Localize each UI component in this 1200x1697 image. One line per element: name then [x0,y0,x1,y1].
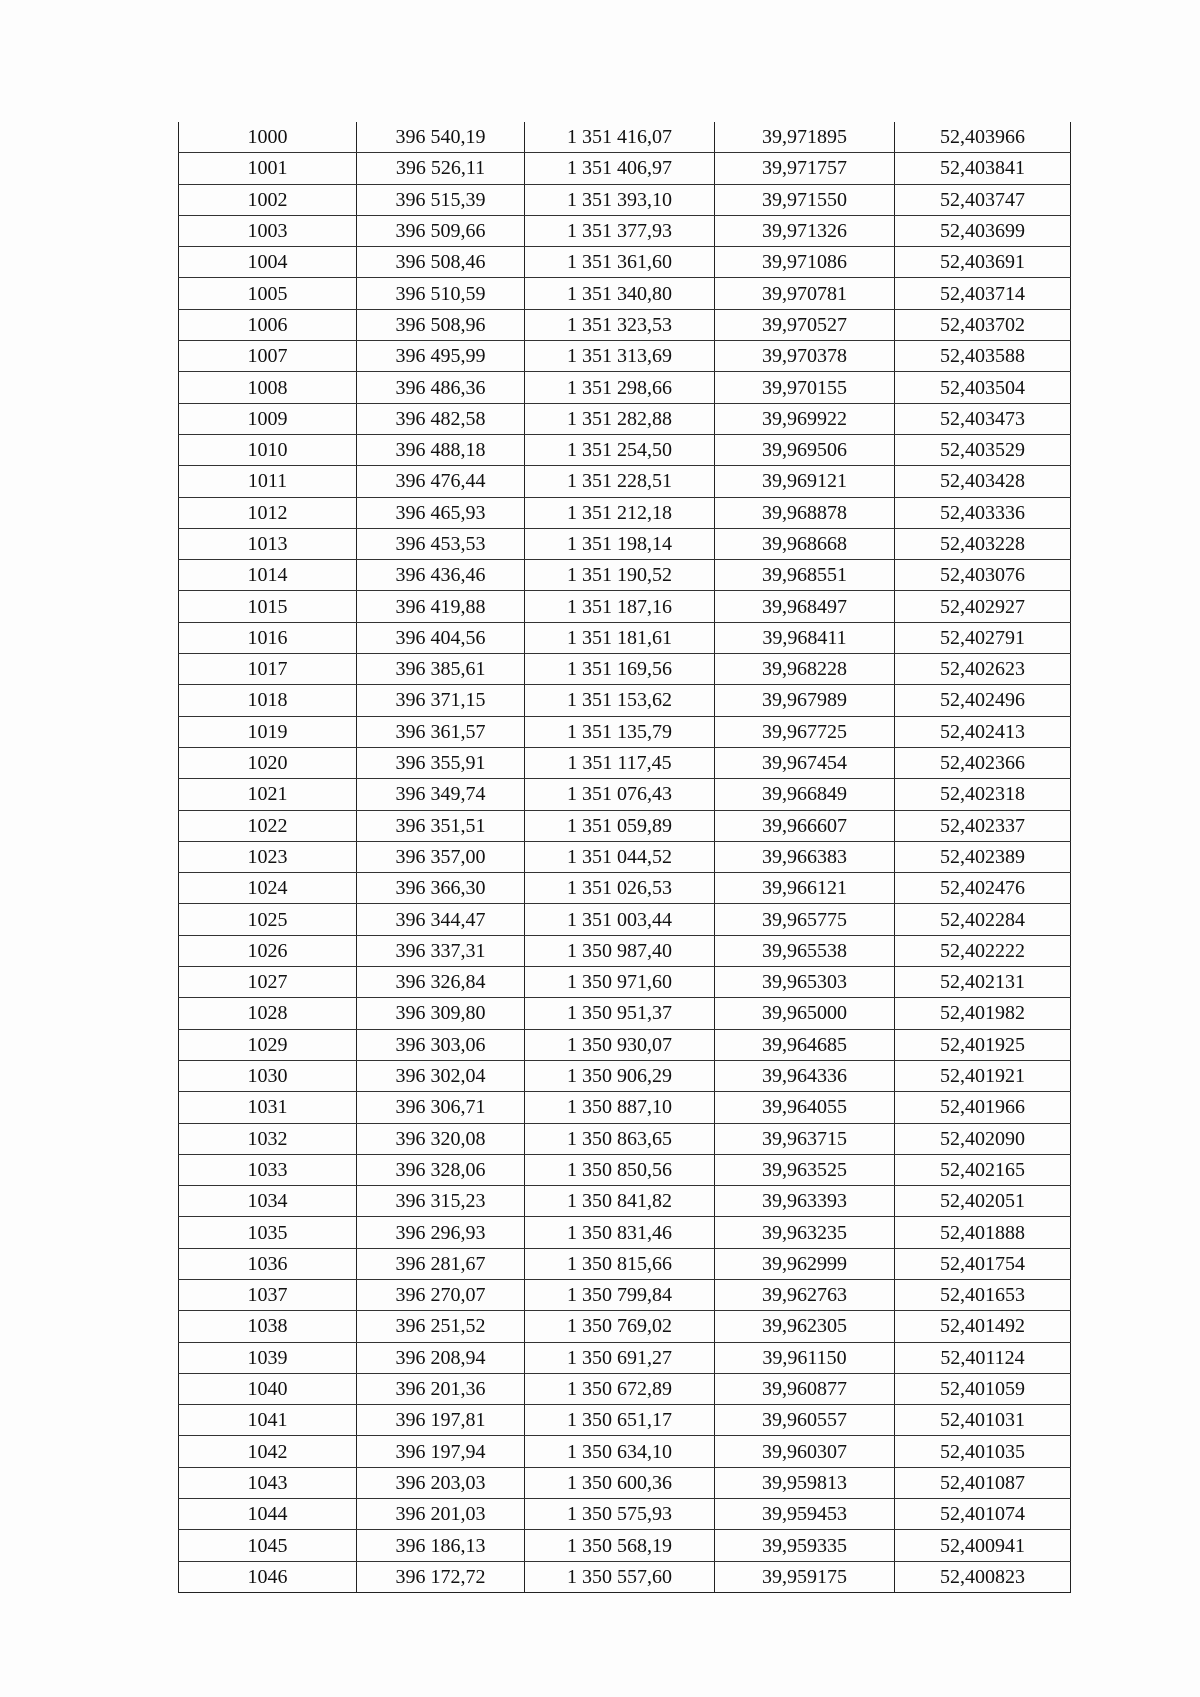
y-coordinate-cell: 1 350 887,10 [525,1092,715,1123]
longitude-cell: 52,403966 [895,122,1071,153]
point-number-cell: 1000 [179,122,357,153]
longitude-cell: 52,403841 [895,153,1071,184]
y-coordinate-cell: 1 350 568,19 [525,1530,715,1561]
y-coordinate-cell: 1 350 672,89 [525,1373,715,1404]
point-number-cell: 1045 [179,1530,357,1561]
table-row [179,685,1071,716]
x-coordinate-cell: 396 510,59 [357,278,525,309]
longitude-cell: 52,401754 [895,1248,1071,1279]
longitude-cell: 52,401921 [895,1060,1071,1091]
latitude-cell: 39,961150 [715,1342,895,1373]
longitude-cell: 52,402623 [895,654,1071,685]
x-coordinate-cell: 396 197,81 [357,1405,525,1436]
point-number-cell: 1002 [179,184,357,215]
table-row [179,1373,1071,1404]
x-coordinate-cell: 396 486,36 [357,372,525,403]
table-row [179,904,1071,935]
table-row [179,1279,1071,1310]
table-row [179,528,1071,559]
y-coordinate-cell: 1 351 228,51 [525,466,715,497]
point-number-cell: 1007 [179,341,357,372]
table-row [179,1499,1071,1530]
x-coordinate-cell: 396 385,61 [357,654,525,685]
table-row [179,122,1071,153]
y-coordinate-cell: 1 351 361,60 [525,247,715,278]
table-row [179,1342,1071,1373]
x-coordinate-cell: 396 351,51 [357,810,525,841]
y-coordinate-cell: 1 351 153,62 [525,685,715,716]
table-row [179,434,1071,465]
y-coordinate-cell: 1 350 651,17 [525,1405,715,1436]
latitude-cell: 39,962763 [715,1279,895,1310]
point-number-cell: 1014 [179,560,357,591]
y-coordinate-cell: 1 351 406,97 [525,153,715,184]
latitude-cell: 39,959175 [715,1561,895,1592]
point-number-cell: 1040 [179,1373,357,1404]
longitude-cell: 52,402366 [895,747,1071,778]
x-coordinate-cell: 396 201,36 [357,1373,525,1404]
table-row [179,1405,1071,1436]
coordinates-table-body [179,122,1071,1592]
longitude-cell: 52,401124 [895,1342,1071,1373]
point-number-cell: 1044 [179,1499,357,1530]
table-row [179,184,1071,215]
longitude-cell: 52,402389 [895,841,1071,872]
x-coordinate-cell: 396 320,08 [357,1123,525,1154]
x-coordinate-cell: 396 419,88 [357,591,525,622]
longitude-cell: 52,402791 [895,622,1071,653]
y-coordinate-cell: 1 351 169,56 [525,654,715,685]
latitude-cell: 39,968878 [715,497,895,528]
point-number-cell: 1013 [179,528,357,559]
point-number-cell: 1033 [179,1154,357,1185]
table-row [179,810,1071,841]
longitude-cell: 52,400941 [895,1530,1071,1561]
x-coordinate-cell: 396 495,99 [357,341,525,372]
latitude-cell: 39,968668 [715,528,895,559]
latitude-cell: 39,966121 [715,873,895,904]
point-number-cell: 1026 [179,935,357,966]
latitude-cell: 39,971895 [715,122,895,153]
table-row [179,1123,1071,1154]
longitude-cell: 52,403428 [895,466,1071,497]
x-coordinate-cell: 396 197,94 [357,1436,525,1467]
y-coordinate-cell: 1 351 282,88 [525,403,715,434]
longitude-cell: 52,403747 [895,184,1071,215]
point-number-cell: 1015 [179,591,357,622]
x-coordinate-cell: 396 203,03 [357,1467,525,1498]
longitude-cell: 52,402131 [895,967,1071,998]
table-row [179,998,1071,1029]
latitude-cell: 39,967454 [715,747,895,778]
longitude-cell: 52,403699 [895,215,1071,246]
longitude-cell: 52,403076 [895,560,1071,591]
y-coordinate-cell: 1 351 026,53 [525,873,715,904]
point-number-cell: 1034 [179,1186,357,1217]
longitude-cell: 52,402284 [895,904,1071,935]
x-coordinate-cell: 396 355,91 [357,747,525,778]
y-coordinate-cell: 1 350 600,36 [525,1467,715,1498]
longitude-cell: 52,403714 [895,278,1071,309]
latitude-cell: 39,959453 [715,1499,895,1530]
point-number-cell: 1036 [179,1248,357,1279]
point-number-cell: 1035 [179,1217,357,1248]
latitude-cell: 39,970781 [715,278,895,309]
x-coordinate-cell: 396 366,30 [357,873,525,904]
table-row [179,466,1071,497]
longitude-cell: 52,402496 [895,685,1071,716]
longitude-cell: 52,402165 [895,1154,1071,1185]
point-number-cell: 1038 [179,1311,357,1342]
y-coordinate-cell: 1 351 044,52 [525,841,715,872]
latitude-cell: 39,964336 [715,1060,895,1091]
y-coordinate-cell: 1 351 377,93 [525,215,715,246]
y-coordinate-cell: 1 351 135,79 [525,716,715,747]
longitude-cell: 52,403702 [895,309,1071,340]
point-number-cell: 1004 [179,247,357,278]
y-coordinate-cell: 1 351 212,18 [525,497,715,528]
x-coordinate-cell: 396 488,18 [357,434,525,465]
point-number-cell: 1010 [179,434,357,465]
latitude-cell: 39,967989 [715,685,895,716]
point-number-cell: 1024 [179,873,357,904]
x-coordinate-cell: 396 357,00 [357,841,525,872]
y-coordinate-cell: 1 350 971,60 [525,967,715,998]
table-row [179,1154,1071,1185]
latitude-cell: 39,965538 [715,935,895,966]
point-number-cell: 1041 [179,1405,357,1436]
latitude-cell: 39,963393 [715,1186,895,1217]
latitude-cell: 39,965775 [715,904,895,935]
latitude-cell: 39,971550 [715,184,895,215]
x-coordinate-cell: 396 281,67 [357,1248,525,1279]
table-row [179,403,1071,434]
y-coordinate-cell: 1 351 340,80 [525,278,715,309]
point-number-cell: 1039 [179,1342,357,1373]
point-number-cell: 1022 [179,810,357,841]
x-coordinate-cell: 396 361,57 [357,716,525,747]
table-row [179,1029,1071,1060]
table-row [179,1530,1071,1561]
latitude-cell: 39,968411 [715,622,895,653]
y-coordinate-cell: 1 351 190,52 [525,560,715,591]
longitude-cell: 52,402413 [895,716,1071,747]
latitude-cell: 39,963235 [715,1217,895,1248]
point-number-cell: 1016 [179,622,357,653]
latitude-cell: 39,969922 [715,403,895,434]
point-number-cell: 1017 [179,654,357,685]
x-coordinate-cell: 396 465,93 [357,497,525,528]
longitude-cell: 52,402222 [895,935,1071,966]
latitude-cell: 39,966383 [715,841,895,872]
coordinates-table [178,122,1071,1593]
point-number-cell: 1006 [179,309,357,340]
longitude-cell: 52,402476 [895,873,1071,904]
latitude-cell: 39,971326 [715,215,895,246]
y-coordinate-cell: 1 351 313,69 [525,341,715,372]
point-number-cell: 1046 [179,1561,357,1592]
table-row [179,560,1071,591]
latitude-cell: 39,970527 [715,309,895,340]
y-coordinate-cell: 1 350 930,07 [525,1029,715,1060]
y-coordinate-cell: 1 351 298,66 [525,372,715,403]
point-number-cell: 1025 [179,904,357,935]
table-row [179,278,1071,309]
point-number-cell: 1032 [179,1123,357,1154]
y-coordinate-cell: 1 351 198,14 [525,528,715,559]
latitude-cell: 39,971086 [715,247,895,278]
table-row [179,341,1071,372]
x-coordinate-cell: 396 453,53 [357,528,525,559]
table-row [179,873,1071,904]
x-coordinate-cell: 396 270,07 [357,1279,525,1310]
point-number-cell: 1030 [179,1060,357,1091]
latitude-cell: 39,968551 [715,560,895,591]
y-coordinate-cell: 1 351 416,07 [525,122,715,153]
x-coordinate-cell: 396 526,11 [357,153,525,184]
x-coordinate-cell: 396 186,13 [357,1530,525,1561]
longitude-cell: 52,403336 [895,497,1071,528]
longitude-cell: 52,401035 [895,1436,1071,1467]
latitude-cell: 39,966849 [715,779,895,810]
longitude-cell: 52,401925 [895,1029,1071,1060]
point-number-cell: 1008 [179,372,357,403]
point-number-cell: 1020 [179,747,357,778]
latitude-cell: 39,960307 [715,1436,895,1467]
longitude-cell: 52,402090 [895,1123,1071,1154]
point-number-cell: 1011 [179,466,357,497]
x-coordinate-cell: 396 309,80 [357,998,525,1029]
point-number-cell: 1021 [179,779,357,810]
x-coordinate-cell: 396 508,46 [357,247,525,278]
y-coordinate-cell: 1 351 187,16 [525,591,715,622]
x-coordinate-cell: 396 482,58 [357,403,525,434]
latitude-cell: 39,962305 [715,1311,895,1342]
longitude-cell: 52,401031 [895,1405,1071,1436]
x-coordinate-cell: 396 296,93 [357,1217,525,1248]
table-row [179,1217,1071,1248]
point-number-cell: 1027 [179,967,357,998]
x-coordinate-cell: 396 436,46 [357,560,525,591]
point-number-cell: 1009 [179,403,357,434]
table-row [179,1311,1071,1342]
point-number-cell: 1005 [179,278,357,309]
latitude-cell: 39,968228 [715,654,895,685]
longitude-cell: 52,402927 [895,591,1071,622]
table-row [179,309,1071,340]
x-coordinate-cell: 396 328,06 [357,1154,525,1185]
x-coordinate-cell: 396 515,39 [357,184,525,215]
latitude-cell: 39,964685 [715,1029,895,1060]
y-coordinate-cell: 1 350 841,82 [525,1186,715,1217]
point-number-cell: 1023 [179,841,357,872]
y-coordinate-cell: 1 350 691,27 [525,1342,715,1373]
y-coordinate-cell: 1 350 815,66 [525,1248,715,1279]
latitude-cell: 39,959813 [715,1467,895,1498]
y-coordinate-cell: 1 350 799,84 [525,1279,715,1310]
x-coordinate-cell: 396 404,56 [357,622,525,653]
table-row [179,841,1071,872]
latitude-cell: 39,963715 [715,1123,895,1154]
table-row [179,497,1071,528]
latitude-cell: 39,964055 [715,1092,895,1123]
table-row [179,1561,1071,1592]
y-coordinate-cell: 1 351 393,10 [525,184,715,215]
table-row [179,654,1071,685]
longitude-cell: 52,402337 [895,810,1071,841]
point-number-cell: 1003 [179,215,357,246]
y-coordinate-cell: 1 350 951,37 [525,998,715,1029]
latitude-cell: 39,969121 [715,466,895,497]
point-number-cell: 1019 [179,716,357,747]
longitude-cell: 52,403691 [895,247,1071,278]
x-coordinate-cell: 396 172,72 [357,1561,525,1592]
longitude-cell: 52,401888 [895,1217,1071,1248]
table-row [179,622,1071,653]
longitude-cell: 52,401982 [895,998,1071,1029]
longitude-cell: 52,401087 [895,1467,1071,1498]
point-number-cell: 1037 [179,1279,357,1310]
y-coordinate-cell: 1 351 076,43 [525,779,715,810]
table-row [179,1060,1071,1091]
x-coordinate-cell: 396 315,23 [357,1186,525,1217]
y-coordinate-cell: 1 351 117,45 [525,747,715,778]
longitude-cell: 52,401492 [895,1311,1071,1342]
table-row [179,372,1071,403]
x-coordinate-cell: 396 201,03 [357,1499,525,1530]
point-number-cell: 1042 [179,1436,357,1467]
y-coordinate-cell: 1 351 059,89 [525,810,715,841]
point-number-cell: 1043 [179,1467,357,1498]
longitude-cell: 52,403588 [895,341,1071,372]
longitude-cell: 52,402318 [895,779,1071,810]
longitude-cell: 52,401059 [895,1373,1071,1404]
latitude-cell: 39,959335 [715,1530,895,1561]
longitude-cell: 52,403504 [895,372,1071,403]
longitude-cell: 52,400823 [895,1561,1071,1592]
table-row [179,779,1071,810]
x-coordinate-cell: 396 349,74 [357,779,525,810]
x-coordinate-cell: 396 303,06 [357,1029,525,1060]
latitude-cell: 39,970378 [715,341,895,372]
x-coordinate-cell: 396 251,52 [357,1311,525,1342]
table-row [179,1248,1071,1279]
latitude-cell: 39,970155 [715,372,895,403]
point-number-cell: 1029 [179,1029,357,1060]
x-coordinate-cell: 396 476,44 [357,466,525,497]
x-coordinate-cell: 396 371,15 [357,685,525,716]
longitude-cell: 52,401653 [895,1279,1071,1310]
longitude-cell: 52,403473 [895,403,1071,434]
table-row [179,1092,1071,1123]
y-coordinate-cell: 1 350 831,46 [525,1217,715,1248]
x-coordinate-cell: 396 344,47 [357,904,525,935]
point-number-cell: 1031 [179,1092,357,1123]
point-number-cell: 1018 [179,685,357,716]
y-coordinate-cell: 1 350 557,60 [525,1561,715,1592]
latitude-cell: 39,960877 [715,1373,895,1404]
x-coordinate-cell: 396 508,96 [357,309,525,340]
longitude-cell: 52,402051 [895,1186,1071,1217]
longitude-cell: 52,403228 [895,528,1071,559]
y-coordinate-cell: 1 350 575,93 [525,1499,715,1530]
latitude-cell: 39,965303 [715,967,895,998]
latitude-cell: 39,966607 [715,810,895,841]
point-number-cell: 1012 [179,497,357,528]
y-coordinate-cell: 1 350 906,29 [525,1060,715,1091]
x-coordinate-cell: 396 306,71 [357,1092,525,1123]
y-coordinate-cell: 1 350 987,40 [525,935,715,966]
x-coordinate-cell: 396 509,66 [357,215,525,246]
table-row [179,716,1071,747]
y-coordinate-cell: 1 350 863,65 [525,1123,715,1154]
table-row [179,1436,1071,1467]
x-coordinate-cell: 396 337,31 [357,935,525,966]
point-number-cell: 1001 [179,153,357,184]
y-coordinate-cell: 1 350 769,02 [525,1311,715,1342]
latitude-cell: 39,960557 [715,1405,895,1436]
longitude-cell: 52,401074 [895,1499,1071,1530]
latitude-cell: 39,963525 [715,1154,895,1185]
y-coordinate-cell: 1 350 634,10 [525,1436,715,1467]
y-coordinate-cell: 1 350 850,56 [525,1154,715,1185]
point-number-cell: 1028 [179,998,357,1029]
x-coordinate-cell: 396 302,04 [357,1060,525,1091]
longitude-cell: 52,403529 [895,434,1071,465]
table-row [179,967,1071,998]
table-row [179,215,1071,246]
table-row [179,1467,1071,1498]
y-coordinate-cell: 1 351 254,50 [525,434,715,465]
table-row [179,747,1071,778]
latitude-cell: 39,971757 [715,153,895,184]
table-row [179,935,1071,966]
table-row [179,591,1071,622]
x-coordinate-cell: 396 326,84 [357,967,525,998]
x-coordinate-cell: 396 208,94 [357,1342,525,1373]
x-coordinate-cell: 396 540,19 [357,122,525,153]
latitude-cell: 39,968497 [715,591,895,622]
y-coordinate-cell: 1 351 181,61 [525,622,715,653]
y-coordinate-cell: 1 351 323,53 [525,309,715,340]
latitude-cell: 39,965000 [715,998,895,1029]
y-coordinate-cell: 1 351 003,44 [525,904,715,935]
longitude-cell: 52,401966 [895,1092,1071,1123]
latitude-cell: 39,962999 [715,1248,895,1279]
table-row [179,1186,1071,1217]
table-row [179,247,1071,278]
table-row [179,153,1071,184]
latitude-cell: 39,969506 [715,434,895,465]
latitude-cell: 39,967725 [715,716,895,747]
